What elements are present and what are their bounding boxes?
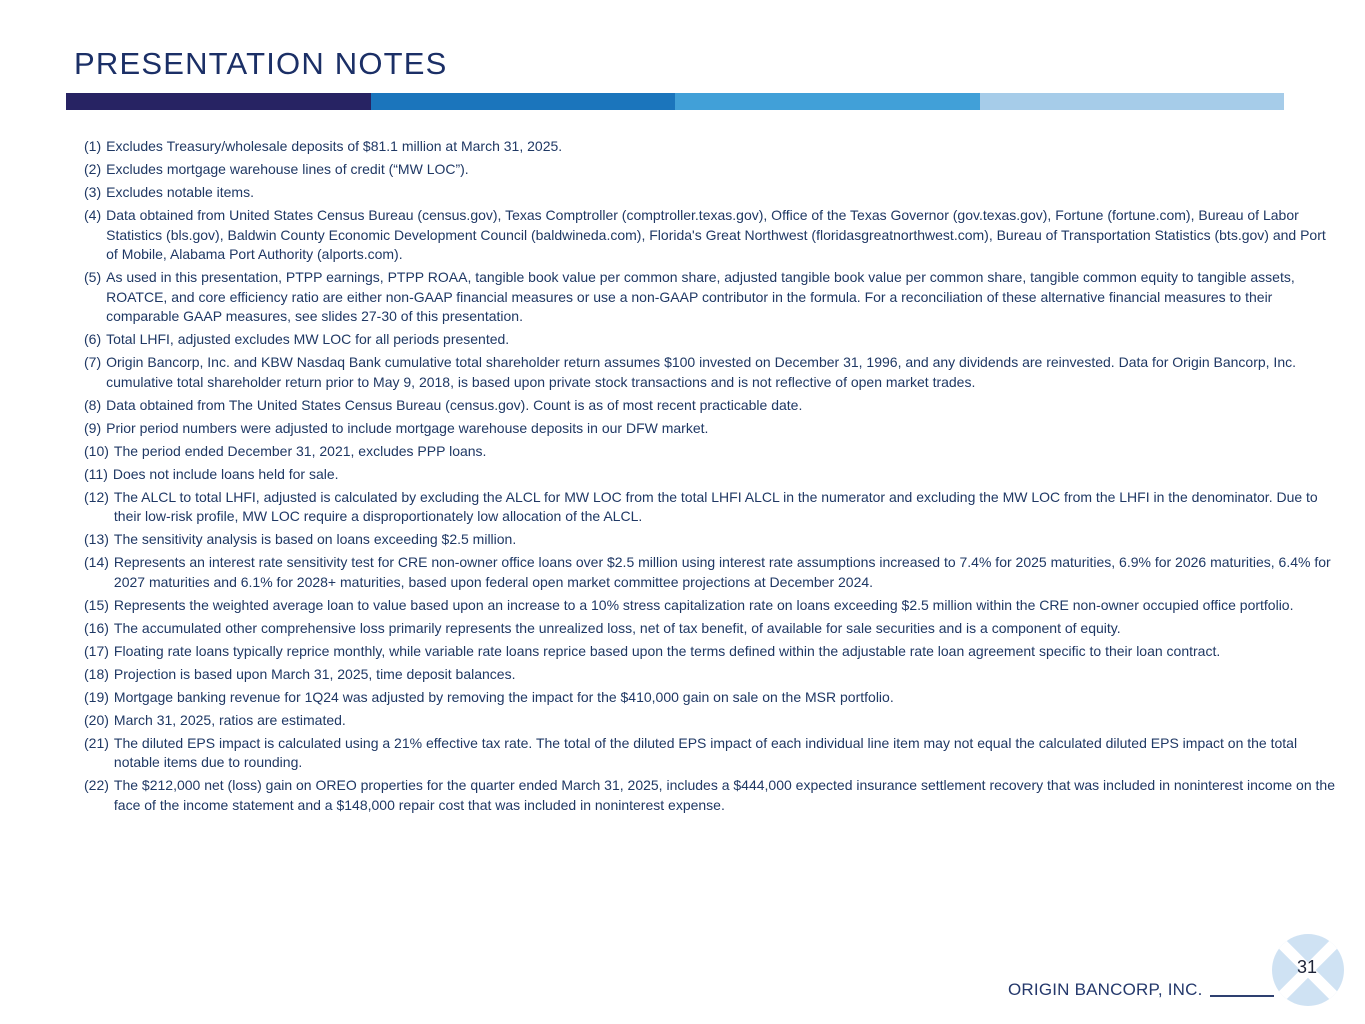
- note-text: Total LHFI, adjusted excludes MW LOC for all periods presented.: [106, 331, 510, 347]
- note-text: The sensitivity analysis is based on loans exceeding $2.5 million.: [113, 531, 517, 547]
- note-number: (21): [84, 734, 109, 751]
- note-text: Projection is based upon March 31, 2025, time deposit balances.: [113, 665, 516, 682]
- note-text: Data obtained from The United States Census Bureau (census.gov). Count is as of most recent practicable date.: [106, 396, 803, 413]
- note-item: [84, 665, 1336, 685]
- note-text: The $212,000 net (loss) gain on OREO properties for the quarter ended March 31, 2025, includes a $444,000 expected insurance settlement recovery that was included in noninterest income on the face of the income statement and a $148,000 repair cost that was included in noninterest expense.: [113, 777, 1335, 813]
- note-item: [84, 642, 1336, 662]
- note-item: [84, 488, 1336, 527]
- note-number: (13): [84, 531, 109, 547]
- note-text: As used in this presentation, PTPP earnings, PTPP ROAA, tangible book value per common share, adjusted tangible book value per common share, tangible common equity to tangible assets, ROATCE, and core efficiency ratio are either non-GAAP financial measures or use a non-GAAP contributor in the formula. For a reconciliation of these alternative financial measures to their comparable GAAP measures, see slides 27-30 of this presentation.: [106, 269, 1295, 324]
- note-item: [84, 206, 1336, 265]
- note-text: Excludes Treasury/wholesale deposits of $81.1 million at March 31, 2025.: [106, 138, 563, 154]
- note-text: Excludes mortgage warehouse lines of credit (“MW LOC”).: [106, 161, 469, 177]
- accent-bar-segment-4: [980, 93, 1285, 110]
- note-text: Prior period numbers were adjusted to include mortgage warehouse deposits in our DFW market.: [106, 419, 709, 436]
- note-item: [84, 688, 1336, 708]
- note-number: (18): [84, 665, 109, 682]
- note-item: [84, 396, 1336, 416]
- footer-company-name: ORIGIN BANCORP, INC.: [1008, 980, 1203, 999]
- note-item: [84, 553, 1336, 592]
- note-item: [84, 619, 1336, 639]
- note-item: [84, 330, 1336, 350]
- note-number: (22): [84, 777, 109, 793]
- note-number: (3): [84, 184, 102, 200]
- note-text: The accumulated other comprehensive loss primarily represents the unrealized loss, net of tax benefit, of available for sale securities and is a component of equity.: [113, 619, 1121, 636]
- accent-bar-segment-1: [66, 93, 371, 110]
- note-item: [84, 160, 1336, 180]
- page-number: 31: [1297, 957, 1318, 977]
- note-item: [84, 734, 1336, 773]
- note-number: (20): [84, 711, 109, 728]
- note-number: (7): [84, 354, 102, 370]
- note-text: Represents the weighted average loan to value based upon an increase to a 10% stress capitalization rate on loans exceeding $2.5 million within the CRE non-owner occupied office portfolio.: [113, 596, 1294, 613]
- note-number: (9): [84, 419, 102, 436]
- note-item: [84, 419, 1336, 439]
- note-number: (15): [84, 596, 109, 613]
- accent-bar-segment-3: [675, 93, 980, 110]
- note-item: [84, 268, 1336, 327]
- note-number: (17): [84, 642, 109, 659]
- footer: [1008, 980, 1274, 1000]
- note-item: [84, 137, 1336, 157]
- note-number: (4): [84, 207, 102, 223]
- note-text: The ALCL to total LHFI, adjusted is calculated by excluding the ALCL for MW LOC from the total LHFI ALCL in the numerator and excluding the MW LOC from the LHFI in the denominator. Due to their low-risk profile, MW LOC require a disproportionately low allocation of the ALCL.: [113, 488, 1318, 524]
- note-number: (1): [84, 138, 102, 154]
- note-item: [84, 530, 1336, 550]
- note-number: (19): [84, 688, 109, 705]
- accent-bar: [66, 93, 1284, 110]
- note-item: [84, 776, 1336, 815]
- note-item: [84, 442, 1336, 462]
- note-item: [84, 183, 1336, 203]
- note-item: [84, 711, 1336, 731]
- note-number: (6): [84, 331, 102, 347]
- note-number: (16): [84, 619, 109, 636]
- note-number: (12): [84, 488, 109, 505]
- notes-list: [84, 137, 1336, 819]
- note-number: (11): [84, 465, 108, 482]
- note-text: The period ended December 31, 2021, excludes PPP loans.: [113, 442, 487, 459]
- note-item: [84, 596, 1336, 616]
- note-text: March 31, 2025, ratios are estimated.: [113, 711, 346, 728]
- page-title: PRESENTATION NOTES: [74, 46, 448, 81]
- note-text: Origin Bancorp, Inc. and KBW Nasdaq Bank cumulative total shareholder return assumes $100 invested on December 31, 1996, and any dividends are reinvested. Data for Origin Bancorp, Inc. cumulative total shareholder return prior to May 9, 2018, is based upon private stock transactions and is not reflective of open market trades.: [106, 354, 1297, 390]
- note-text: The diluted EPS impact is calculated using a 21% effective tax rate. The total of the diluted EPS impact of each individual line item may not equal the calculated diluted EPS impact on the total notable items due to rounding.: [113, 734, 1298, 770]
- note-text: Floating rate loans typically reprice monthly, while variable rate loans reprice based upon the terms defined within the adjustable rate loan agreement specific to their loan contract.: [113, 642, 1221, 659]
- note-number: (8): [84, 396, 102, 413]
- note-number: (2): [84, 161, 102, 177]
- footer-underline: [1210, 995, 1274, 997]
- note-number: (14): [84, 554, 109, 570]
- note-number: (10): [84, 442, 109, 459]
- note-text: Represents an interest rate sensitivity test for CRE non-owner office loans over $2.5 million using interest rate assumptions increased to 7.4% for 2025 maturities, 6.9% for 2026 maturities, 6.4% for 2027 maturities and 6.1% for 2028+ maturities, based upon federal open market committee projections at December 2024.: [113, 554, 1331, 590]
- accent-bar-segment-2: [371, 93, 676, 110]
- note-text: Mortgage banking revenue for 1Q24 was adjusted by removing the impact for the $410,000 gain on sale on the MSR portfolio.: [113, 688, 894, 705]
- note-text: Does not include loans held for sale.: [112, 465, 339, 482]
- note-number: (5): [84, 269, 102, 285]
- note-text: Excludes notable items.: [106, 184, 254, 200]
- note-item: [84, 465, 1336, 485]
- note-item: [84, 353, 1336, 392]
- note-text: Data obtained from United States Census Bureau (census.gov), Texas Comptroller (comptroller.texas.gov), Office of the Texas Governor (gov.texas.gov), Fortune (fortune.com), Bureau of Labor Statistics (bls.gov), Baldwin County Economic Development Council (baldwineda.com), Florida's Great Northwest (floridasgreatnorthwest.com), Bureau of Transportation Statistics (bts.gov) and Port of Mobile, Alabama Port Authority (alports.com).: [106, 207, 1326, 262]
